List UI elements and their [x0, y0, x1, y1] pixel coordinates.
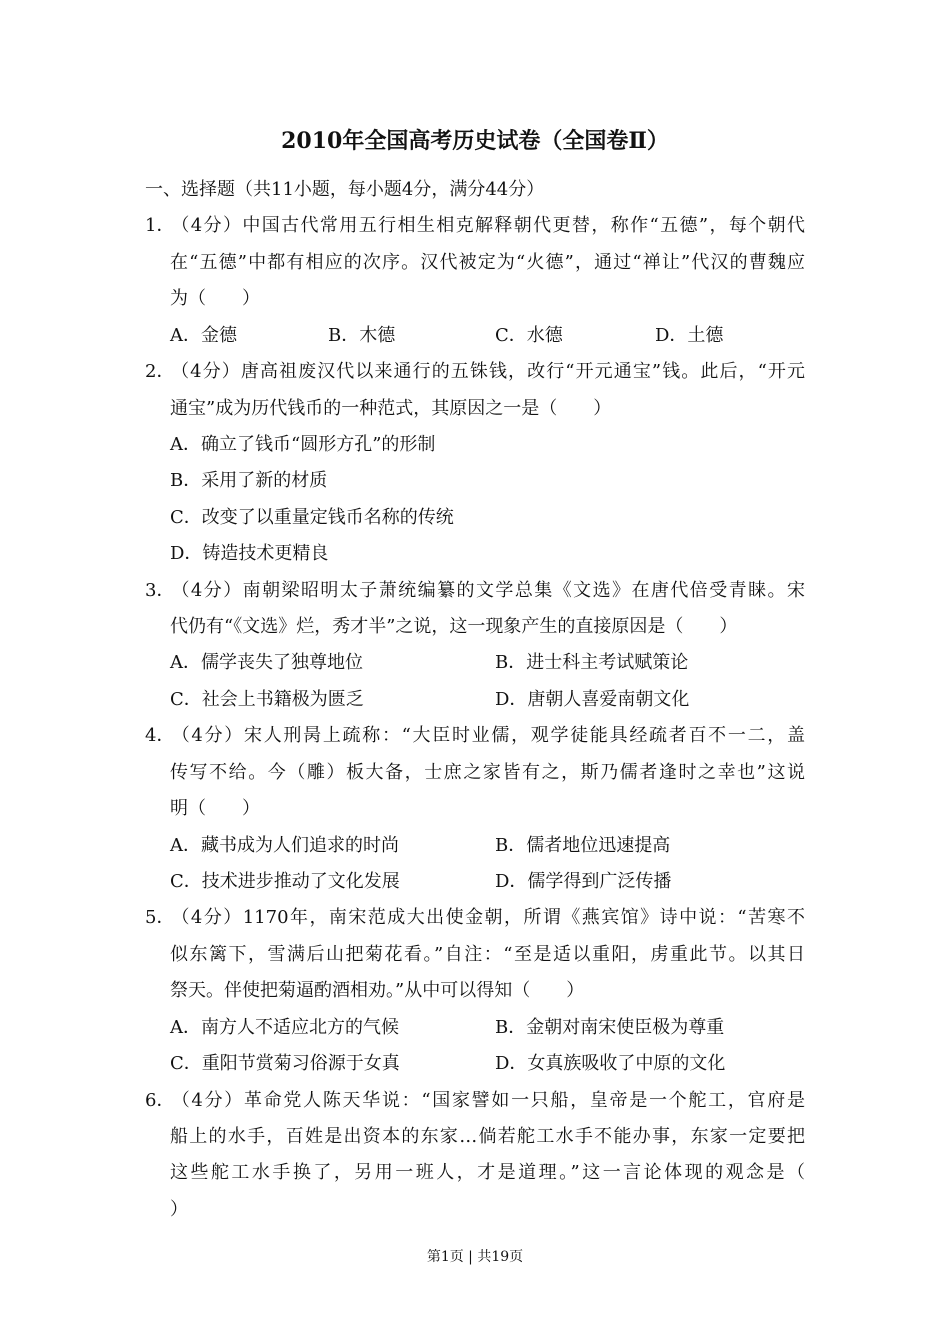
question-line: 祭天。伴使把菊逼酌酒相劝。”从中可以得知（ ） [170, 980, 585, 1002]
question-line: ） [170, 1198, 188, 1220]
question-line [145, 718, 805, 754]
question-line [145, 900, 805, 936]
option-b[interactable]: B．采用了新的材质 [170, 470, 328, 492]
question-number: 6． [145, 1089, 175, 1111]
question-text: （4分）革命党人陈天华说：“国家譬如一只船，皇帝是一个舵工，官府是 [170, 1089, 805, 1111]
options-row [145, 318, 805, 354]
question-line [145, 354, 805, 390]
option-b[interactable]: B．金朝对南宋使臣极为尊重 [495, 1016, 725, 1038]
option-a[interactable]: A．藏书成为人们追求的时尚 [170, 834, 399, 856]
question-number: 1． [145, 215, 175, 237]
question-line: 在“五德”中都有相应的次序。汉代被定为“火德”，通过“禅让”代汉的曹魏应 [170, 251, 805, 273]
question-number: 2． [145, 361, 175, 383]
question-5 [145, 900, 805, 1082]
question-text: （4分）唐高祖废汉代以来通行的五铢钱，改行“开元通宝”钱。此后，“开元 [170, 361, 805, 383]
section-heading: 一、选择题（共11小题，每小题4分，满分44分） [145, 179, 545, 200]
question-4 [145, 718, 805, 900]
option-d[interactable]: D．唐朝人喜爱南朝文化 [495, 688, 690, 710]
option-c[interactable]: C．技术进步推动了文化发展 [170, 871, 400, 893]
option-b[interactable]: B．儒者地位迅速提高 [495, 834, 671, 856]
document-body [145, 172, 805, 1228]
question-line: 通宝”成为历代钱币的一种范式，其原因之一是（ ） [170, 397, 612, 419]
option-b[interactable]: B．进士科主考试赋策论 [495, 652, 689, 674]
question-number: 4． [145, 725, 175, 747]
question-line: 这些舵工水手换了，另用一班人，才是道理。”这一言论体现的观念是（ [170, 1162, 805, 1184]
option-b[interactable]: B．木德 [328, 324, 396, 346]
question-number: 5． [145, 907, 175, 929]
page-footer: 第1页 | 共19页 [426, 1249, 524, 1265]
question-text: （4分）1170年，南宋范成大出使金朝，所谓《燕宾馆》诗中说：“苦寒不 [170, 907, 805, 929]
question-line [145, 1083, 805, 1119]
option-d[interactable]: D．女真族吸收了中原的文化 [495, 1053, 726, 1075]
question-6 [145, 1083, 805, 1229]
options-row [145, 645, 805, 681]
question-line: 船上的水手，百姓是出资本的东家…倘若舵工水手不能办事，东家一定要把 [170, 1125, 805, 1147]
options-row [145, 1010, 805, 1046]
question-line: 似东篱下，雪满后山把菊花看。”自注：“至是适以重阳，虏重此节。以其日 [170, 943, 805, 965]
question-line [145, 573, 805, 609]
question-line: 为（ ） [170, 288, 260, 310]
question-1 [145, 208, 805, 354]
option-a[interactable]: A．金德 [170, 324, 237, 346]
options-row [145, 682, 805, 718]
question-line: 明（ ） [170, 798, 260, 820]
document-title: 2010年全国高考历史试卷（全国卷Ⅱ） [281, 128, 669, 154]
option-c[interactable]: C．社会上书籍极为匮乏 [170, 688, 364, 710]
option-c[interactable]: C．改变了以重量定钱币名称的传统 [170, 506, 454, 528]
question-text: （4分）宋人刑昺上疏称：“大臣时业儒，观学徒能具经疏者百不一二，盖 [170, 725, 805, 747]
options-row [145, 1046, 805, 1082]
question-line: 传写不给。今（雕）板大备，士庶之家皆有之，斯乃儒者逢时之幸也”这说 [170, 761, 805, 783]
question-text: （4分）南朝梁昭明太子萧统编纂的文学总集《文选》在唐代倍受青睐。宋 [170, 579, 805, 601]
question-3 [145, 573, 805, 719]
question-line: 代仍有“《文选》烂，秀才半”之说，这一现象产生的直接原因是（ ） [170, 616, 738, 638]
options-row [145, 864, 805, 900]
option-c[interactable]: C．水德 [495, 324, 563, 346]
option-a[interactable]: A．确立了钱币“圆形方孔”的形制 [170, 433, 436, 455]
question-2 [145, 354, 805, 573]
option-a[interactable]: A．儒学丧失了独尊地位 [170, 652, 363, 674]
question-number: 3． [145, 579, 175, 601]
question-text: （4分）中国古代常用五行相生相克解释朝代更替，称作“五德”，每个朝代 [170, 215, 805, 237]
options-row [145, 828, 805, 864]
option-a[interactable]: A．南方人不适应北方的气候 [170, 1016, 399, 1038]
option-d[interactable]: D．儒学得到广泛传播 [495, 871, 672, 893]
option-d[interactable]: D．土德 [655, 324, 724, 346]
question-line [145, 208, 805, 244]
option-d[interactable]: D．铸造技术更精良 [170, 543, 329, 565]
option-c[interactable]: C．重阳节赏菊习俗源于女真 [170, 1053, 400, 1075]
